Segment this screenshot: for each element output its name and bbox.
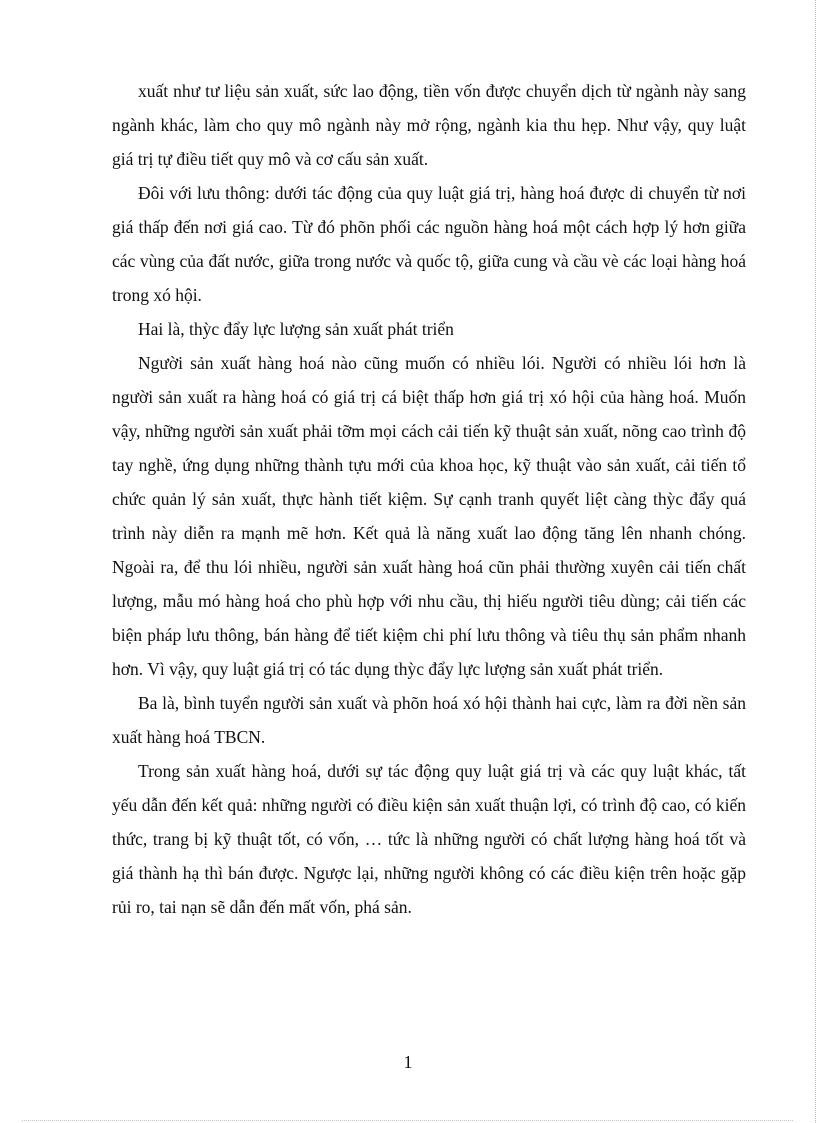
paragraph-6: Trong sản xuất hàng hoá, dưới sự tác động quy luật giá trị và các quy luật khác, tất yếu dẫn đến kết quả: những người có điều kiện sản xuất thuận lợi, có trình độ cao, có kiến thức, trang bị kỹ thuật tốt, có vốn, … tức là những người có chất lượng hàng hoá tốt và giá thành hạ thì bán được. Ngược lại, những người không có các điều kiện trên hoặc gặp rủi ro, tai nạn sẽ dẫn đến mất vốn, phá sản. (112, 761, 746, 917)
paragraph-2: Đôi với lưu thông: dưới tác động của quy luật giá trị, hàng hoá được di chuyển từ nơi giá thấp đến nơi giá cao. Từ đó phõn phối các nguồn hàng hoá một cách hợp lý hơn giữa các vùng của đất nước, giữa trong nước và quốc tộ, giữa cung và cầu vè các loại hàng hoá trong xó hội. (112, 183, 746, 305)
paragraph-4: Người sản xuất hàng hoá nào cũng muốn có nhiều lói. Người có nhiều lói hơn là người sản xuất ra hàng hoá có giá trị cá biệt thấp hơn giá trị xó hội của hàng hoá. Muốn vậy, những người sản xuất phải tỡm mọi cách cải tiến kỹ thuật sản xuất, nõng cao trình độ tay nghề, ứng dụng những thành tựu mới của khoa học, kỹ thuật vào sản xuất, cải tiến tổ chức quản lý sản xuất, thực hành tiết kiệm. Sự cạnh tranh quyết liệt càng thỳc đẩy quá trình này diễn ra mạnh mẽ hơn. Kết quả là năng xuất lao động tăng lên nhanh chóng. Ngoài ra, để thu lói nhiều, người sản xuất hàng hoá cũn phải thường xuyên cải tiến chất lượng, mẫu mó hàng hoá cho phù hợp với nhu cầu, thị hiếu người tiêu dùng; cải tiến các biện pháp lưu thông, bán hàng để tiết kiệm chi phí lưu thông và tiêu thụ sản phẩm nhanh hơn. Vì vậy, quy luật giá trị có tác dụng thỳc đẩy lực lượng sản xuất phát triển. (112, 353, 746, 679)
page-number: 1 (403, 1052, 413, 1072)
page-bottom-divider (22, 1120, 793, 1121)
paragraph-5-heading: Ba là, bình tuyển người sản xuất và phõn hoá xó hội thành hai cực, làm ra đời nền sản xuất hàng hoá TBCN. (112, 693, 746, 747)
paragraph-3-heading: Hai là, thỳc đẩy lực lượng sản xuất phát triển (138, 319, 454, 339)
document-body (112, 74, 746, 924)
paragraph-1: xuất như tư liệu sản xuất, sức lao động, tiền vốn được chuyển dịch từ ngành này sang ngành khác, làm cho quy mô ngành này mở rộng, ngành kia thu hẹp. Như vậy, quy luật giá trị tự điều tiết quy mô và cơ cấu sản xuất. (112, 81, 746, 169)
